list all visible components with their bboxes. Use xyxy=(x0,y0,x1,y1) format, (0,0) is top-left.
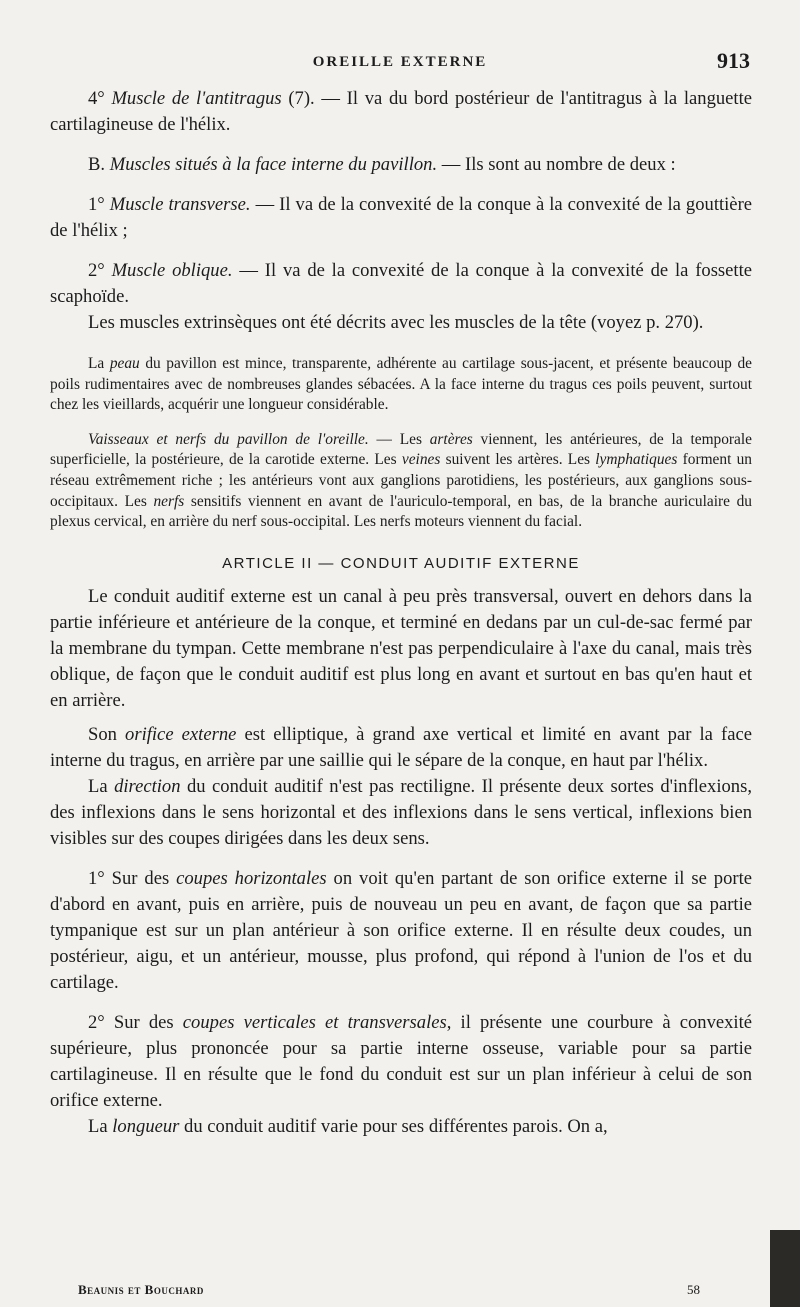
italic-term: Muscle oblique. xyxy=(111,260,233,281)
paragraph-canal-description: Le conduit auditif externe est un canal à peu près transversal, ouvert en dehors dans la partie inférieure et antérieure de la conque, et terminé en dedans par un cul-de-sac fermé par la membrane du tympan. Cette membrane n'est pas perpendiculaire à l'axe du canal, mais très oblique, de façon que le conduit auditif est plus long en avant et surtout en bas qu'en haut et en arrière. xyxy=(50,585,752,711)
italic-term: orifice externe xyxy=(125,723,237,745)
running-title: OREILLE EXTERNE xyxy=(312,54,488,70)
italic-term: artères xyxy=(429,430,473,448)
text-run: 4° xyxy=(88,88,112,109)
text-run: — Ils sont au nombre de deux : xyxy=(437,154,676,175)
paragraph-horizontal-sections xyxy=(50,866,752,996)
text-run: La xyxy=(88,775,115,797)
small-paragraph-vessels-nerves xyxy=(50,430,752,533)
publisher-signature: Beaunis et Bouchard xyxy=(78,1282,204,1297)
text-run: du pavillon est mince, transparente, adhérente au cartilage sous-jacent, et présente beaucoup de poils rudimentaires avec de nombreuses glandes sébacées. A la face interne du tragus ces poils peuvent, surtout chez les vieillards, acquérir une longueur considérable. xyxy=(50,355,752,414)
page-body xyxy=(50,86,752,1140)
small-paragraph-skin xyxy=(50,354,752,416)
text-run: La xyxy=(88,1115,113,1137)
running-header xyxy=(50,48,750,78)
paragraph-oblique-muscle xyxy=(50,258,752,310)
text-run: — Il va de la convexité de la conque à la convexité de la gouttière de l'hélix ; xyxy=(50,194,753,241)
text-run: 1° xyxy=(88,194,110,215)
text-run: La xyxy=(88,355,110,372)
paragraph-internal-muscles xyxy=(50,152,752,178)
italic-term: coupes horizontales xyxy=(176,867,327,889)
text-run: — Il va de la convexité de la conque à la convexité de la fossette scaphoïde. xyxy=(50,260,753,307)
paragraph-vertical-sections xyxy=(50,1010,752,1114)
text-run: du conduit auditif varie pour ses différentes parois. On a, xyxy=(179,1115,608,1137)
text-run: (7). — Il va du bord postérieur de l'antitragus à la languette cartilagineuse de l'hélix. xyxy=(50,88,753,135)
section-heading: ARTICLE II — CONDUIT AUDITIF EXTERNE xyxy=(222,554,580,572)
text-run: sensitifs viennent en avant de l'auriculo-temporal, en bas, de la branche auriculaire du plexus cervical, en arrière du nerf sous-occipital. Les nerfs moteurs viennent du facial. xyxy=(50,492,753,531)
paragraph-direction xyxy=(50,774,752,852)
italic-term: coupes verticales et transversales xyxy=(182,1011,447,1033)
paragraph-orifice xyxy=(50,722,752,774)
text-run: 2° Sur des xyxy=(88,1011,183,1033)
italic-term: Muscle de l'antitragus xyxy=(111,88,282,109)
paragraph-length xyxy=(50,1114,752,1140)
text-run: , il présente une courbure à convexité supérieure, plus prononcée pour sa partie interne osseuse, variable pour sa partie cartilagineuse. Il en résulte que le fond du conduit est sur un plan inférieur à celui de son orifice externe. xyxy=(50,1011,752,1111)
italic-term: nerfs xyxy=(153,492,185,510)
scan-edge-shadow xyxy=(770,1230,800,1307)
italic-term: direction xyxy=(114,775,181,797)
text-run: 1° Sur des xyxy=(88,867,177,889)
text-run: — Les xyxy=(368,430,430,448)
text-run: forment un réseau extrêmement riche ; les antérieurs vont aux ganglions parotidiens, les postérieurs, aux ganglions sous-occipitaux. Les xyxy=(50,451,752,510)
paragraph-transverse-muscle xyxy=(50,192,752,244)
page-number: 913 xyxy=(717,48,750,73)
text-run: suivent les artères. Les xyxy=(440,451,596,469)
italic-term: lymphatiques xyxy=(595,451,678,469)
italic-term: veines xyxy=(401,451,441,469)
italic-term: Muscles situés à la face interne du pavillon. xyxy=(109,154,438,175)
text-run: viennent, les antérieures, de la temporale superficielle, la postérieure, de la carotide externe. Les xyxy=(50,430,752,469)
italic-term: longueur xyxy=(112,1115,180,1137)
signature-number: 58 xyxy=(687,1282,700,1297)
text-run: est elliptique, à grand axe vertical et limité en avant par la face interne du tragus, en arrière par une saillie qui le sépare de la conque, en haut par l'hélix. xyxy=(50,723,752,771)
italic-term: Muscle transverse. xyxy=(109,194,251,215)
text-run: Son xyxy=(88,723,126,745)
text-run: du conduit auditif n'est pas rectiligne. Il présente deux sortes d'inflexions, des inflexions dans le sens horizontal et des inflexions dans le sens vertical, inflexions bien visibles sur des coupes dirigées dans les deux sens. xyxy=(50,775,752,849)
text-run: on voit qu'en partant de son orifice externe il se porte d'abord en avant, puis en arrière, puis de nouveau un peu en avant, de façon que sa partie tympanique est sur un plan antérieur à son orifice externe. Il en résulte deux coudes, un postérieur, aigu, et un antérieur, mousse, plus profond, qui répond à l'union de l'os et du cartilage. xyxy=(50,867,752,993)
italic-term: Vaisseaux et nerfs du pavillon de l'oreille. xyxy=(88,430,369,448)
paragraph-antitragus xyxy=(50,86,752,138)
text-run: 2° xyxy=(88,260,112,281)
italic-term: peau xyxy=(109,355,140,372)
text-run: B. xyxy=(88,154,110,175)
paragraph-extrinsic-muscles: Les muscles extrinsèques ont été décrits avec les muscles de la tête (voyez p. 270). xyxy=(88,312,704,333)
